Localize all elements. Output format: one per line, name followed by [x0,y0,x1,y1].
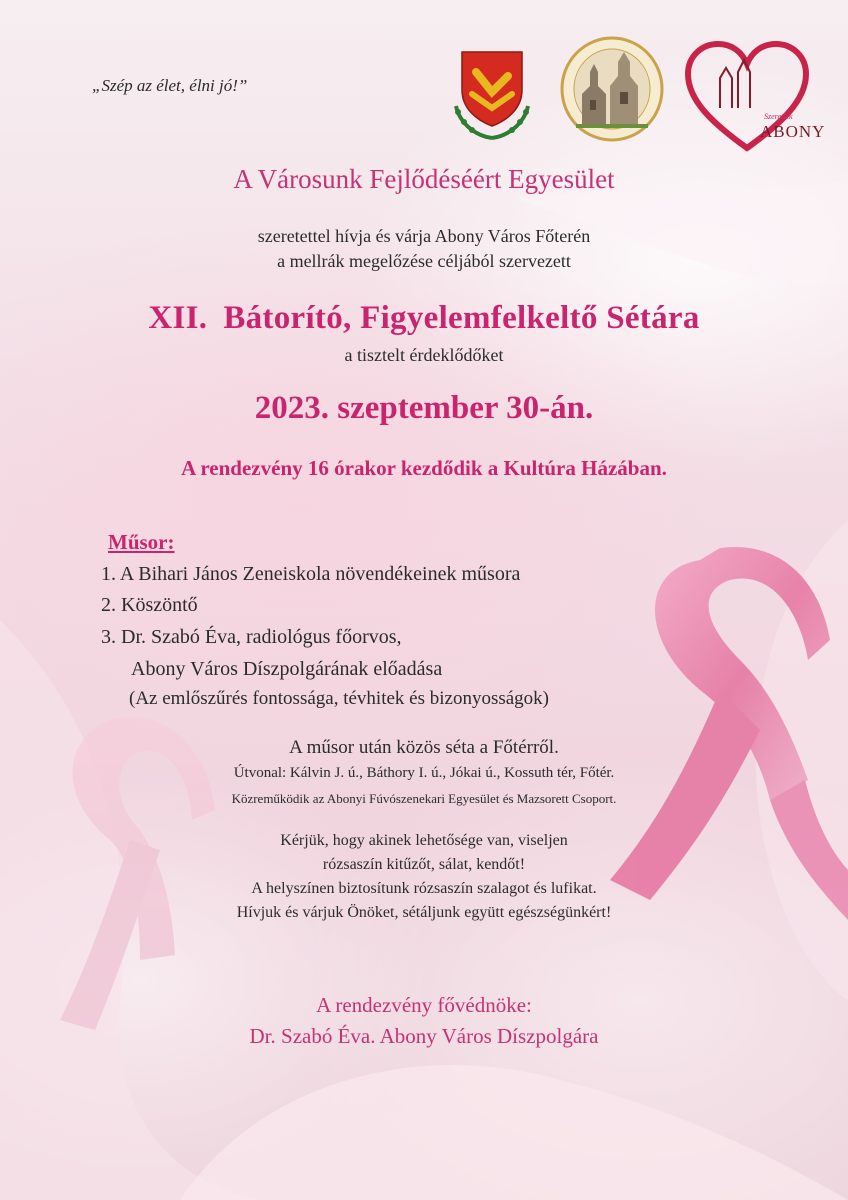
motto: „Szép az élet, élni jó!” [92,76,248,95]
program-item-3-line-2: Abony Város Díszpolgárának előadása [131,658,443,680]
coat-of-arms-logo [446,46,538,142]
church-seal-logo [560,36,664,142]
invite-line-1: szeretettel hívja és várja Abony Város Főterén [257,226,591,246]
program-item-1: 1. A Bihari János Zeneiskola növendékeinek műsora [101,563,521,585]
event-number: XII. [148,300,208,336]
program-heading: Műsor: [108,530,175,554]
event-start: A rendezvény 16 órakor kezdődik a Kultúra Házában. [181,456,667,480]
program-item-3-note: (Az emlőszűrés fontossága, tévhitek és bizonyosságok) [129,688,550,709]
patron-name: Dr. Szabó Éva. Abony Város Díszpolgára [249,1024,599,1048]
request-line-3: A helyszínen biztosítunk rózsaszín szalagot és lufikat. [251,880,597,897]
request-line-4: Hívjuk és várjuk Önöket, sétáljunk együtt egészségünkért! [236,904,612,921]
audience-line: a tisztelt érdeklődőket [344,345,504,365]
organization-name: A Városunk Fejlődéséért Egyesület [233,164,615,194]
invite-line-2: a mellrák megelőzése céljából szervezett [277,251,571,271]
walk-route: Útvonal: Kálvin J. ú., Báthory I. ú., Jókai ú., Kossuth tér, Főtér. [233,765,615,781]
program-item-2: 2. Köszöntő [101,594,198,616]
event-date: 2023. szeptember 30-án. [254,390,594,426]
patron-label: A rendezvény fővédnöke: [316,993,532,1017]
event-name: Bátorító, Figyelemfelkeltő Sétára [223,300,700,336]
hand-shape-bottom [180,1065,848,1200]
heart-logo-wordmark: ABONY [760,122,826,141]
request-line-2: rózsaszín kitűzőt, sálat, kendőt! [322,856,526,873]
event-title [0,300,848,337]
heart-logo-tagline: Szeretlek [764,112,793,121]
request-line-1: Kérjük, hogy akinek lehetősége van, viseljen [280,832,568,849]
walk-cooperating: Közreműködik az Abonyi Fúvószenekari Egyesület és Mazsorett Csoport. [231,791,617,806]
program-item-3: 3. Dr. Szabó Éva, radiológus főorvos, [101,626,402,648]
walk-line: A műsor után közös séta a Főtérről. [289,737,559,758]
